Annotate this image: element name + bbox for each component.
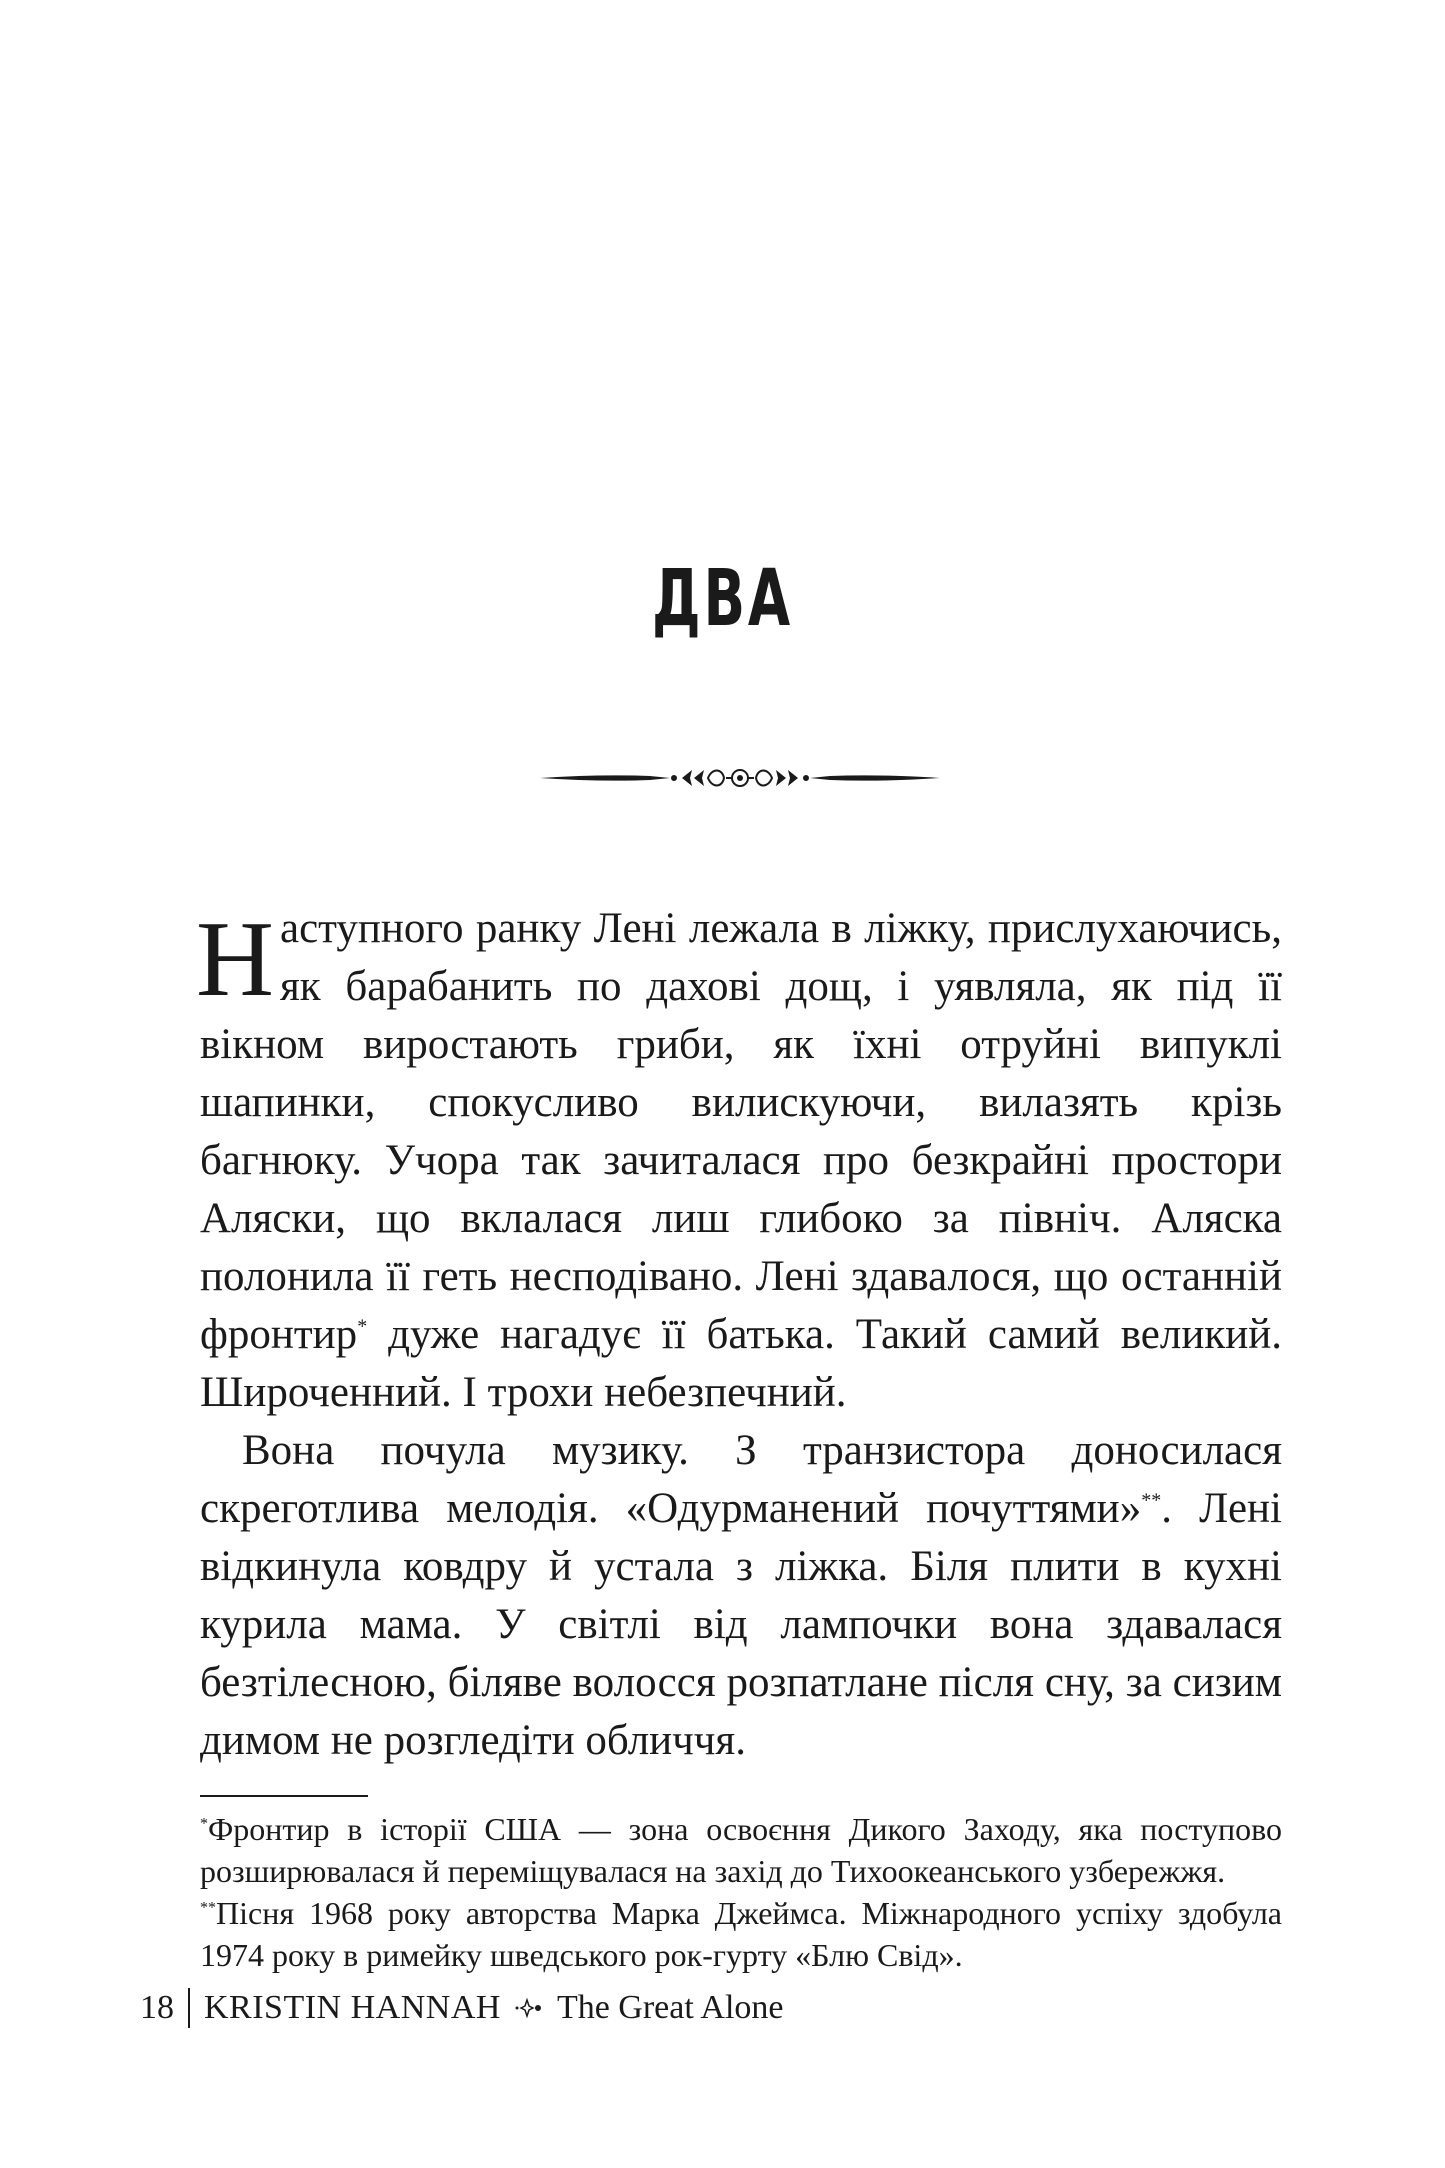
paragraph-2-text-b: . Лені відкинула ковдру й устала з ліжка. Біля плити в кухні курила мама. У світлі від лампочки вона здавалася безтілесною, біляве волосся розпатлане після сну, за сизим димом не розгледіти обличчя. xyxy=(200,1485,1282,1764)
paragraph-1-text-b: дуже нагадує її батька. Такий самий великий. Широченний. І трохи небезпечний. xyxy=(200,1311,1282,1416)
chapter-title: ДВА xyxy=(652,554,793,644)
body-text xyxy=(196,900,1282,1770)
footnote-1 xyxy=(200,1808,1282,1892)
footnote-separator xyxy=(200,1795,368,1797)
page-number: 18 xyxy=(140,1989,174,2026)
footnote-marker-1[interactable]: * xyxy=(357,1315,368,1338)
footnote-marker-2[interactable]: ** xyxy=(1141,1489,1162,1512)
decorative-divider-ornament xyxy=(540,760,940,796)
footer-author: KRISTIN HANNAH xyxy=(204,1989,501,2026)
paragraph-1-text-a: аступного ранку Лені лежала в ліжку, прислухаючись, як барабанить по дахові дощ, і уявляла, як під її вікном виростають гриби, як їхні отруйні випуклі шапинки, спокусливо вилискуючи, вилазять крізь багнюку. Учора так зачиталася про безкрайні простори Аляски, що вклалася лиш глибоко за північ. Аляска полонила її геть несподівано. Лені здавалося, що останній фронтир xyxy=(200,905,1282,1358)
drop-cap: Н xyxy=(196,900,274,1019)
paragraph-2 xyxy=(200,1422,1282,1770)
footnote-2 xyxy=(200,1892,1282,1976)
paragraph-1 xyxy=(196,900,1282,1422)
running-footer xyxy=(140,1988,784,2028)
footer-divider xyxy=(188,1988,190,2028)
sparkle-ornament-icon xyxy=(515,1995,543,2021)
footnote-1-mark: * xyxy=(200,1815,208,1833)
footnote-2-text: Пісня 1968 року авторства Марка Джеймса. Міжнародного успіху здобула 1974 року в римейку шведського рок-гурту «Блю Свід». xyxy=(200,1895,1282,1973)
footnote-1-text: Фронтир в історії США — зона освоєння Дикого Заходу, яка поступово розширювалася й переміщувалася на захід до Тихоокеанського узбережжя. xyxy=(200,1811,1282,1889)
footnote-2-mark: ** xyxy=(200,1899,216,1917)
footnotes xyxy=(200,1808,1282,1976)
footer-book-title: The Great Alone xyxy=(556,1989,784,2026)
paragraph-2-text-a: Вона почула музику. З транзистора доносилася скреготлива мелодія. «Одурманений почуттями» xyxy=(200,1427,1282,1532)
